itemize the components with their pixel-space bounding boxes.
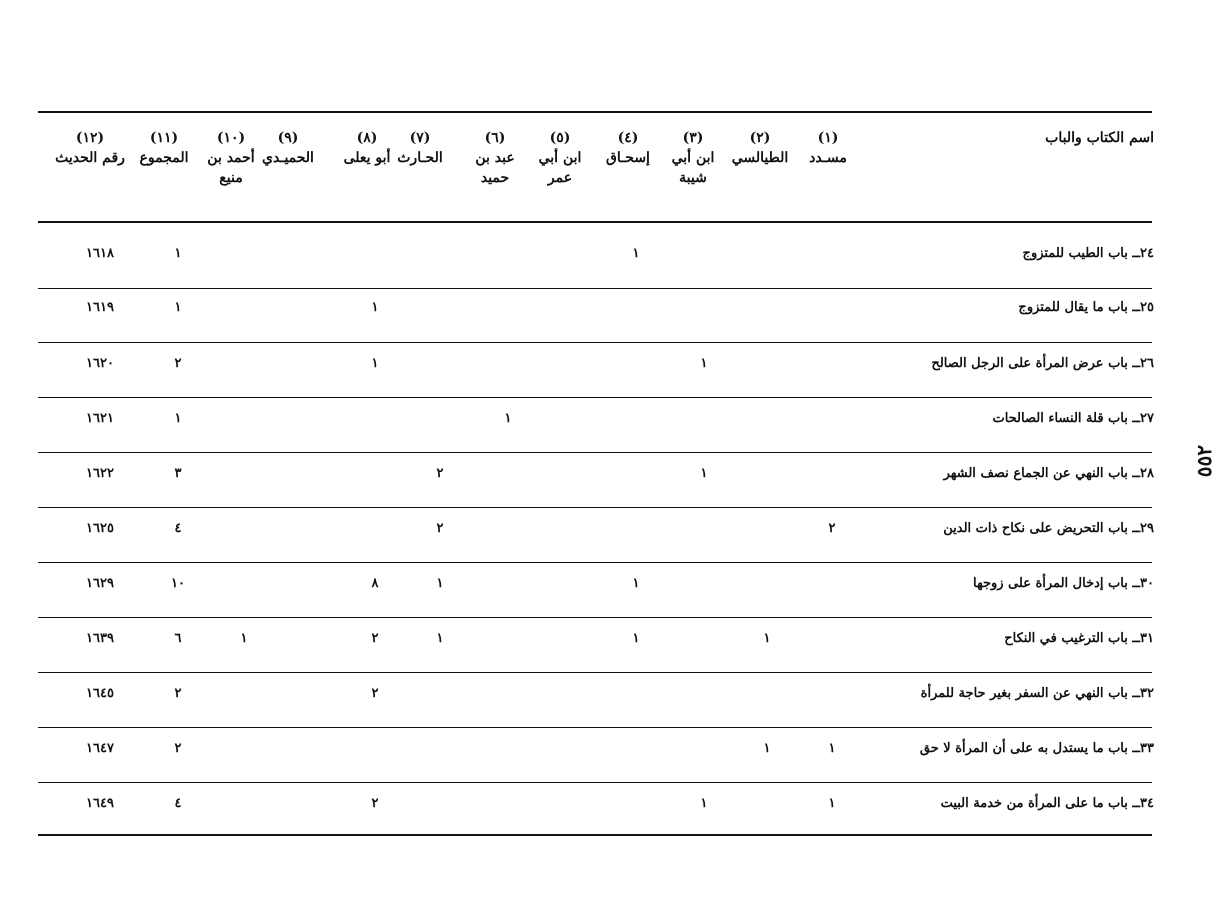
header-col-6-num: (٦) bbox=[484, 130, 506, 146]
row-cell-col-11: ٤ bbox=[174, 521, 182, 536]
header-col-8 bbox=[322, 128, 412, 168]
row-divider bbox=[38, 727, 1152, 728]
row-title: ٢٧ــ باب قلة النساء الصالحات bbox=[992, 411, 1154, 426]
header-col-1-num: (١) bbox=[817, 130, 839, 146]
row-title: ٢٥ــ باب ما يقال للمتزوج bbox=[1018, 300, 1154, 315]
row-cell-col-11: ١ bbox=[174, 300, 182, 315]
header-col-9-line1: الحميـدي bbox=[262, 150, 314, 166]
row-cell-col-12: ١٦٢٢ bbox=[86, 466, 114, 481]
row-cell-col-8: ٨ bbox=[371, 576, 379, 591]
header-col-8-line1: أبو يعلى bbox=[343, 150, 391, 166]
row-cell-col-4: ١ bbox=[632, 631, 640, 646]
row-cell-col-7: ٢ bbox=[436, 466, 444, 481]
row-cell-col-4: ١ bbox=[632, 576, 640, 591]
header-col-6-line2: حميد bbox=[480, 170, 510, 186]
header-col-10-line1: أحمد بن bbox=[207, 150, 255, 166]
row-cell-col-11: ١ bbox=[174, 246, 182, 261]
row-title: ٢٨ــ باب النهي عن الجماع نصف الشهر bbox=[943, 466, 1154, 481]
header-col-5-line1: ابن أبي bbox=[538, 150, 582, 166]
row-cell-col-1: ١ bbox=[828, 796, 836, 811]
header-col-12-line1: رقم الحديث bbox=[55, 150, 125, 166]
header-bottom-rule bbox=[38, 221, 1152, 223]
row-cell-col-8: ١ bbox=[371, 356, 379, 371]
row-cell-col-8: ٢ bbox=[371, 796, 379, 811]
row-cell-col-11: ٢ bbox=[174, 356, 182, 371]
row-cell-col-11: ٢ bbox=[174, 741, 182, 756]
row-divider bbox=[38, 288, 1152, 289]
row-divider bbox=[38, 507, 1152, 508]
row-cell-col-2: ١ bbox=[763, 741, 771, 756]
row-cell-col-11: ١٠ bbox=[171, 576, 185, 591]
row-cell-col-11: ٦ bbox=[174, 631, 182, 646]
row-divider bbox=[38, 672, 1152, 673]
header-col-9-num: (٩) bbox=[277, 130, 299, 146]
row-divider bbox=[38, 562, 1152, 563]
row-cell-col-1: ١ bbox=[828, 741, 836, 756]
header-col-5-line2: عمر bbox=[547, 170, 573, 186]
header-col-7-num: (٧) bbox=[409, 130, 431, 146]
row-cell-col-11: ٢ bbox=[174, 686, 182, 701]
row-title: ٢٩ــ باب التحريض على نكاح ذات الدين bbox=[943, 521, 1154, 536]
row-cell-col-12: ١٦٢٥ bbox=[86, 521, 114, 536]
row-cell-col-12: ١٦٤٥ bbox=[86, 686, 114, 701]
row-cell-col-4: ١ bbox=[632, 246, 640, 261]
header-col-8-num: (٨) bbox=[356, 130, 378, 146]
row-title: ٢٦ــ باب عرض المرأة على الرجل الصالح bbox=[931, 356, 1154, 371]
header-col-12 bbox=[40, 128, 140, 168]
header-col-4-line1: إسحـاق bbox=[606, 150, 650, 166]
header-col-3-num: (٣) bbox=[682, 130, 704, 146]
row-title: ٣٤ــ باب ما على المرأة من خدمة البيت bbox=[940, 796, 1154, 811]
row-cell-col-3: ١ bbox=[700, 796, 708, 811]
row-cell-col-7: ١ bbox=[436, 631, 444, 646]
table-top-rule bbox=[38, 111, 1152, 113]
row-divider bbox=[38, 834, 1152, 836]
row-cell-col-12: ١٦٢٩ bbox=[86, 576, 114, 591]
row-cell-col-11: ١ bbox=[174, 411, 182, 426]
row-cell-col-3: ١ bbox=[700, 466, 708, 481]
header-col-5-num: (٥) bbox=[549, 130, 571, 146]
header-col-3-line2: شيبة bbox=[679, 170, 707, 186]
header-col-4-num: (٤) bbox=[617, 130, 639, 146]
row-cell-col-11: ٣ bbox=[174, 466, 182, 481]
row-cell-col-12: ١٦٢١ bbox=[86, 411, 114, 426]
row-cell-col-1: ٢ bbox=[828, 521, 836, 536]
header-col-11-num: (١١) bbox=[149, 130, 179, 146]
row-cell-col-2: ١ bbox=[763, 631, 771, 646]
header-col-10-num: (١٠) bbox=[216, 130, 246, 146]
row-title: ٢٤ــ باب الطيب للمتزوج bbox=[1022, 246, 1154, 261]
row-cell-col-12: ١٦٤٧ bbox=[86, 741, 114, 756]
header-col-2-num: (٢) bbox=[749, 130, 771, 146]
row-title: ٣٣ــ باب ما يستدل به على أن المرأة لا حق bbox=[919, 741, 1154, 756]
row-cell-col-12: ١٦٢٠ bbox=[86, 356, 114, 371]
header-col-7-line1: الحـارث bbox=[397, 150, 443, 166]
header-col-2-line1: الطيالسي bbox=[731, 150, 789, 166]
row-title: ٣١ــ باب الترغيب في النكاح bbox=[1004, 631, 1154, 646]
header-col-1-line1: مسـدد bbox=[809, 150, 847, 166]
header-col-10-line2: منيع bbox=[219, 170, 243, 186]
header-col-6-line1: عبد بن bbox=[475, 150, 515, 166]
header-col-12-num: (١٢) bbox=[75, 130, 105, 146]
row-divider bbox=[38, 397, 1152, 398]
row-cell-col-8: ٢ bbox=[371, 631, 379, 646]
row-cell-col-3: ١ bbox=[700, 356, 708, 371]
header-name-label bbox=[954, 128, 1154, 148]
row-divider bbox=[38, 342, 1152, 343]
row-cell-col-7: ٢ bbox=[436, 521, 444, 536]
header-col-11-line1: المجموع bbox=[139, 150, 189, 166]
row-cell-col-6: ١ bbox=[504, 411, 512, 426]
row-cell-col-12: ١٦١٩ bbox=[86, 300, 114, 315]
row-cell-col-12: ١٦١٨ bbox=[86, 246, 114, 261]
row-cell-col-12: ١٦٤٩ bbox=[86, 796, 114, 811]
row-cell-col-12: ١٦٣٩ bbox=[86, 631, 114, 646]
header-col-3-line1: ابن أبي bbox=[671, 150, 715, 166]
row-divider bbox=[38, 452, 1152, 453]
page-number: ٥٥٢ bbox=[1192, 445, 1216, 478]
row-cell-col-10: ١ bbox=[240, 631, 248, 646]
row-divider bbox=[38, 617, 1152, 618]
row-cell-col-7: ١ bbox=[436, 576, 444, 591]
row-cell-col-8: ٢ bbox=[371, 686, 379, 701]
row-divider bbox=[38, 782, 1152, 783]
row-cell-col-8: ١ bbox=[371, 300, 379, 315]
header-name-text: اسم الكتاب والباب bbox=[1045, 130, 1154, 146]
row-title: ٣٠ــ باب إدخال المرأة على زوجها bbox=[972, 576, 1154, 591]
row-cell-col-11: ٤ bbox=[174, 796, 182, 811]
row-title: ٣٢ــ باب النهي عن السفر بغير حاجة للمرأة bbox=[920, 686, 1154, 701]
